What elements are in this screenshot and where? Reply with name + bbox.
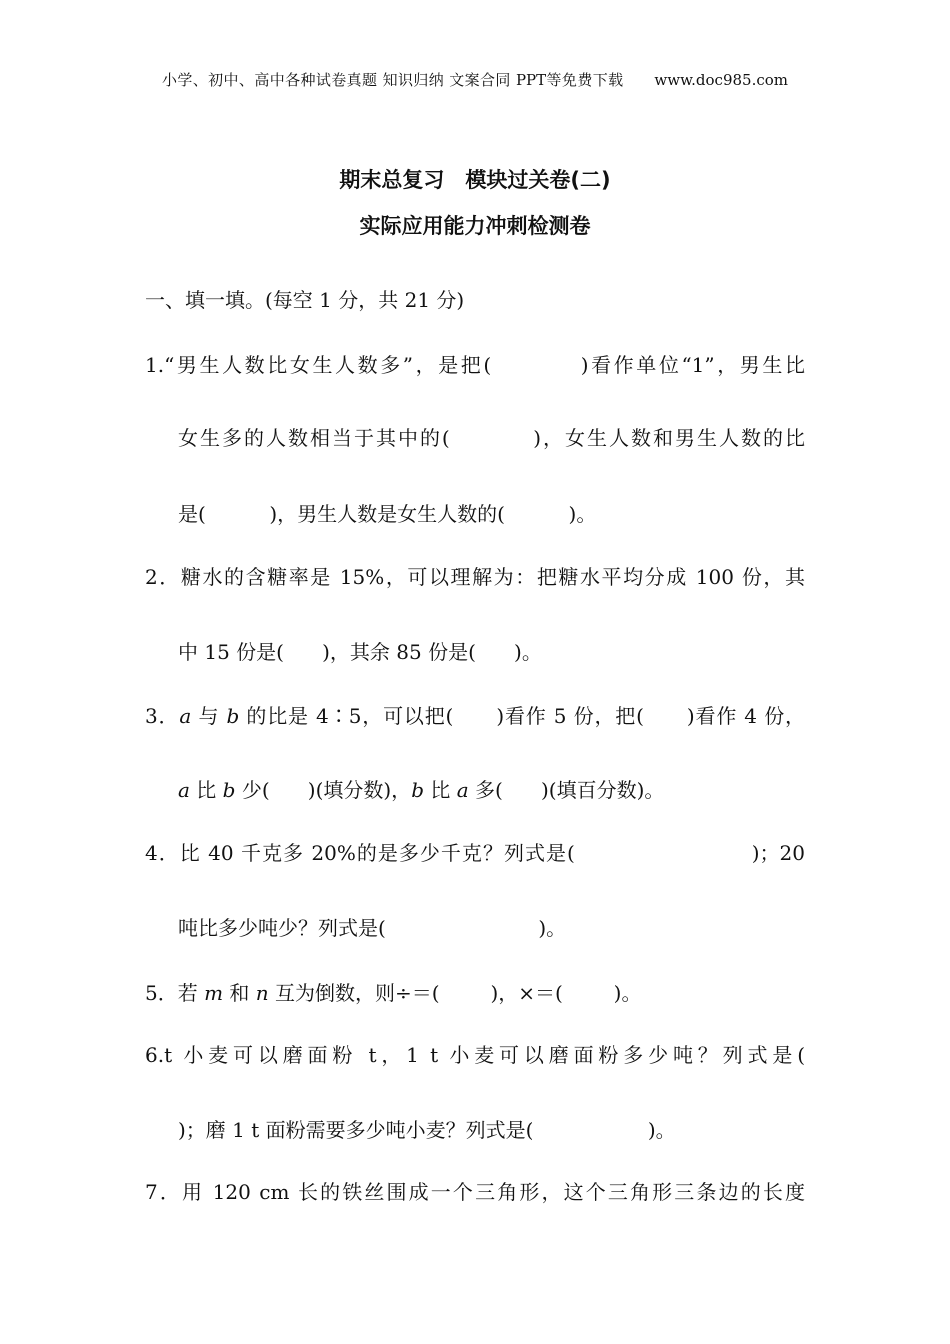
q5-line <box>145 981 805 1005</box>
var-b: b <box>411 778 424 802</box>
text: 和 <box>223 981 256 1005</box>
header-url: www.doc985.com <box>654 71 789 89</box>
text: 与 <box>191 704 227 728</box>
q1-line2: 女生多的人数相当于其中的( )，女生人数和男生人数的比 <box>178 426 805 450</box>
q3-line1 <box>145 704 805 728</box>
q1-line3: 是( )，男生人数是女生人数的( )。 <box>178 502 597 526</box>
q2-line2: 中 15 份是( )，其余 85 份是( )。 <box>178 640 542 664</box>
q6-line1: 6.t 小麦可以磨面粉 t，1 t 小麦可以磨面粉多少吨？列式是( <box>145 1043 805 1067</box>
text: 5．若 <box>145 981 205 1005</box>
var-b: b <box>222 778 236 802</box>
text: 的比是 4∶5，可以把( )看作 5 份，把( )看作 4 份， <box>239 704 806 728</box>
section-heading: 一、填一填。(每空 1 分，共 21 分) <box>145 288 465 312</box>
text: 3． <box>145 704 180 728</box>
var-m: m <box>204 981 224 1005</box>
q4-line2: 吨比多少吨少？列式是( )。 <box>178 916 567 940</box>
q6-line2: )；磨 1 t 面粉需要多少吨小麦？列式是( )。 <box>178 1118 676 1142</box>
title-main: 期末总复习 模块过关卷(二) <box>339 168 611 192</box>
q2-line1: 2．糖水的含糖率是 15%，可以理解为：把糖水平均分成 100 份，其 <box>145 565 805 589</box>
var-a: a <box>179 704 192 728</box>
var-n: n <box>255 981 269 1005</box>
text: 互为倒数，则÷＝( )，×＝( )。 <box>268 981 642 1005</box>
header-text: 小学、初中、高中各种试卷真题 知识归纳 文案合同 PPT等免费下载 <box>162 71 624 89</box>
var-a: a <box>178 778 190 802</box>
q4-line1: 4．比 40 千克多 20%的是多少千克？列式是( )；20 <box>145 841 805 865</box>
q1-line1: 1.“男生人数比女生人数多”，是把( )看作单位“1”，男生比 <box>145 353 805 377</box>
q7-line1: 7．用 120 cm 长的铁丝围成一个三角形，这个三角形三条边的长度 <box>145 1180 805 1204</box>
text: 比 <box>189 778 223 802</box>
var-a: a <box>456 778 469 802</box>
var-b: b <box>226 704 240 728</box>
text: 比 <box>424 778 457 802</box>
title-sub: 实际应用能力冲刺检测卷 <box>359 214 591 238</box>
text: 多( )(填百分数)。 <box>468 778 665 802</box>
page-header <box>162 68 788 92</box>
text: 少( )(填分数)， <box>235 778 412 802</box>
q3-line2 <box>178 778 805 802</box>
